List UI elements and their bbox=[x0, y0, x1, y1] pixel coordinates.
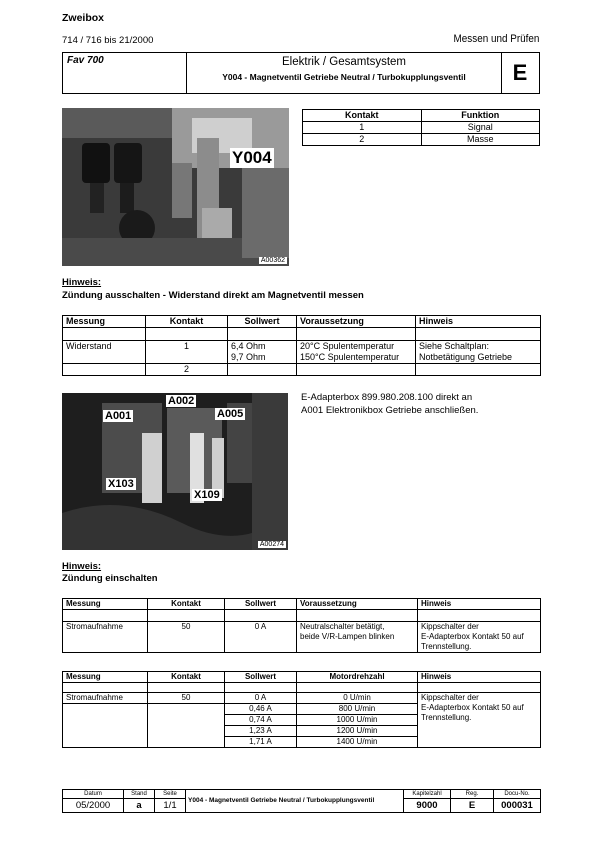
footer-page-label: Seite bbox=[155, 790, 186, 799]
resistance-table bbox=[62, 315, 541, 376]
label-x109: X109 bbox=[194, 489, 220, 501]
condition-text: 20°C Spulentemperatur bbox=[300, 341, 395, 351]
header-sollwert: Sollwert bbox=[225, 672, 297, 683]
condition-text: Neutralschalter betätigt, bbox=[300, 622, 385, 631]
label-y004: Y004 bbox=[232, 148, 272, 167]
table-row bbox=[63, 364, 541, 376]
condition-cell bbox=[297, 341, 416, 364]
contact-cell: 2 bbox=[303, 134, 422, 146]
note-line: E-Adapterbox Kontakt 50 auf bbox=[421, 632, 524, 641]
footer-date: 05/2000 bbox=[63, 799, 124, 813]
label-a002: A002 bbox=[168, 395, 195, 407]
note-cell bbox=[416, 341, 541, 364]
label-a001: A001 bbox=[105, 410, 132, 422]
section-title: Messen und Prüfen bbox=[453, 33, 539, 45]
photo-y004-image bbox=[62, 108, 289, 266]
note-text: Zündung ausschalten - Widerstand direkt am Magnetventil messen bbox=[62, 290, 364, 301]
table-row bbox=[63, 341, 541, 364]
model-name: Fav 700 bbox=[63, 53, 187, 93]
footer-reg-label: Reg. bbox=[451, 790, 494, 799]
note-cell bbox=[418, 622, 541, 653]
header-hinweis: Hinweis bbox=[416, 316, 541, 328]
value-cell bbox=[228, 341, 297, 364]
contact-cell: 50 bbox=[148, 622, 225, 653]
condition-text: beide V/R-Lampen blinken bbox=[300, 632, 395, 641]
condition-text: 150°C Spulentemperatur bbox=[300, 352, 400, 362]
rpm-cell: 800 U/min bbox=[297, 704, 418, 715]
title-block bbox=[187, 53, 502, 93]
note-line: Kippschalter der bbox=[421, 693, 479, 702]
document-title: Elektrik / Gesamtsystem bbox=[282, 56, 406, 68]
note-line: E-Adapterbox Kontakt 50 auf bbox=[421, 703, 524, 712]
measure-cell: Stromaufnahme bbox=[63, 622, 148, 653]
contact-table bbox=[302, 109, 540, 146]
note-heading: Hinweis: bbox=[62, 277, 102, 288]
note-line: Trennstellung. bbox=[421, 642, 472, 651]
footer-date-label: Datum bbox=[63, 790, 124, 799]
note-cell bbox=[418, 693, 541, 748]
header-messung: Messung bbox=[63, 599, 148, 610]
footer-page: 1/1 bbox=[155, 799, 186, 813]
table-row bbox=[63, 622, 541, 653]
photo-code: A00362 bbox=[260, 257, 285, 264]
contact-header: Kontakt bbox=[303, 110, 422, 122]
footer-docu: 000031 bbox=[494, 799, 541, 813]
label-x103: X103 bbox=[108, 478, 134, 490]
note-line: Kippschalter der bbox=[421, 622, 479, 631]
photo-electronics-image bbox=[62, 393, 288, 550]
rpm-cell: 1200 U/min bbox=[297, 726, 418, 737]
photo-electronics-box bbox=[62, 393, 288, 550]
contact-cell: 50 bbox=[148, 693, 225, 704]
table-row bbox=[303, 122, 540, 134]
note-line: Trennstellung. bbox=[421, 713, 472, 722]
rpm-table bbox=[62, 671, 541, 748]
photo-y004 bbox=[62, 108, 289, 266]
header-messung: Messung bbox=[63, 672, 148, 683]
table-row bbox=[63, 693, 541, 704]
note-heading: Hinweis: bbox=[62, 561, 102, 572]
adapter-instruction bbox=[301, 391, 478, 417]
value-cell: 1,23 A bbox=[225, 726, 297, 737]
contact-cell: 2 bbox=[146, 364, 228, 376]
value-cell: 0 A bbox=[225, 622, 297, 653]
value-cell: 0,74 A bbox=[225, 715, 297, 726]
note-line: Notbetätigung Getriebe bbox=[419, 352, 513, 362]
header-messung: Messung bbox=[63, 316, 146, 328]
function-cell: Masse bbox=[421, 134, 540, 146]
note-text: Zündung einschalten bbox=[62, 573, 158, 584]
condition-cell bbox=[297, 622, 418, 653]
measure-cell: Stromaufnahme bbox=[63, 693, 148, 704]
title-box bbox=[62, 52, 540, 94]
header-hinweis: Hinweis bbox=[418, 672, 541, 683]
header-kontakt: Kontakt bbox=[146, 316, 228, 328]
current-table bbox=[62, 598, 541, 653]
function-header: Funktion bbox=[421, 110, 540, 122]
table-row bbox=[303, 134, 540, 146]
brand-label: Zweibox bbox=[62, 12, 105, 24]
rpm-cell: 1000 U/min bbox=[297, 715, 418, 726]
header-kontakt: Kontakt bbox=[148, 672, 225, 683]
header-voraussetzung: Voraussetzung bbox=[297, 599, 418, 610]
footer-table bbox=[62, 789, 541, 813]
model-range: 714 / 716 bis 21/2000 bbox=[62, 35, 154, 46]
photo-code: A00274 bbox=[259, 541, 284, 548]
chapter-letter: E bbox=[512, 60, 528, 85]
note-line: Siehe Schaltplan: bbox=[419, 341, 490, 351]
contact-cell: 1 bbox=[303, 122, 422, 134]
header-kontakt: Kontakt bbox=[148, 599, 225, 610]
header-sollwert: Sollwert bbox=[228, 316, 297, 328]
header-sollwert: Sollwert bbox=[225, 599, 297, 610]
value-cell: 0 A bbox=[225, 693, 297, 704]
footer-docu-label: Docu-No. bbox=[494, 790, 541, 799]
value-cell: 0,46 A bbox=[225, 704, 297, 715]
value-cell: 1,71 A bbox=[225, 737, 297, 748]
header-hinweis: Hinweis bbox=[418, 599, 541, 610]
footer-stand: a bbox=[124, 799, 155, 813]
value-text: 6,4 Ohm bbox=[231, 341, 266, 351]
rpm-cell: 0 U/min bbox=[297, 693, 418, 704]
adapter-line: A001 Elektronikbox Getriebe anschließen. bbox=[301, 405, 479, 416]
footer-chapter: 9000 bbox=[404, 799, 451, 813]
measure-cell: Widerstand bbox=[63, 341, 146, 364]
header-voraussetzung: Voraussetzung bbox=[297, 316, 416, 328]
contact-cell: 1 bbox=[146, 341, 228, 364]
value-text: 9,7 Ohm bbox=[231, 352, 266, 362]
footer-stand-label: Stand bbox=[124, 790, 155, 799]
adapter-line: E-Adapterbox 899.980.208.100 direkt an bbox=[301, 392, 473, 403]
document-subtitle: Y004 - Magnetventil Getriebe Neutral / Turbokupplungsventil bbox=[222, 72, 466, 82]
footer-reg: E bbox=[451, 799, 494, 813]
footer-chapter-label: Kapitelzahl bbox=[404, 790, 451, 799]
rpm-cell: 1400 U/min bbox=[297, 737, 418, 748]
function-cell: Signal bbox=[421, 122, 540, 134]
label-a005: A005 bbox=[217, 408, 244, 420]
footer-title: Y004 - Magnetventil Getriebe Neutral / Turbokupplungsventil bbox=[186, 790, 404, 813]
header-motordrehzahl: Motordrehzahl bbox=[297, 672, 418, 683]
